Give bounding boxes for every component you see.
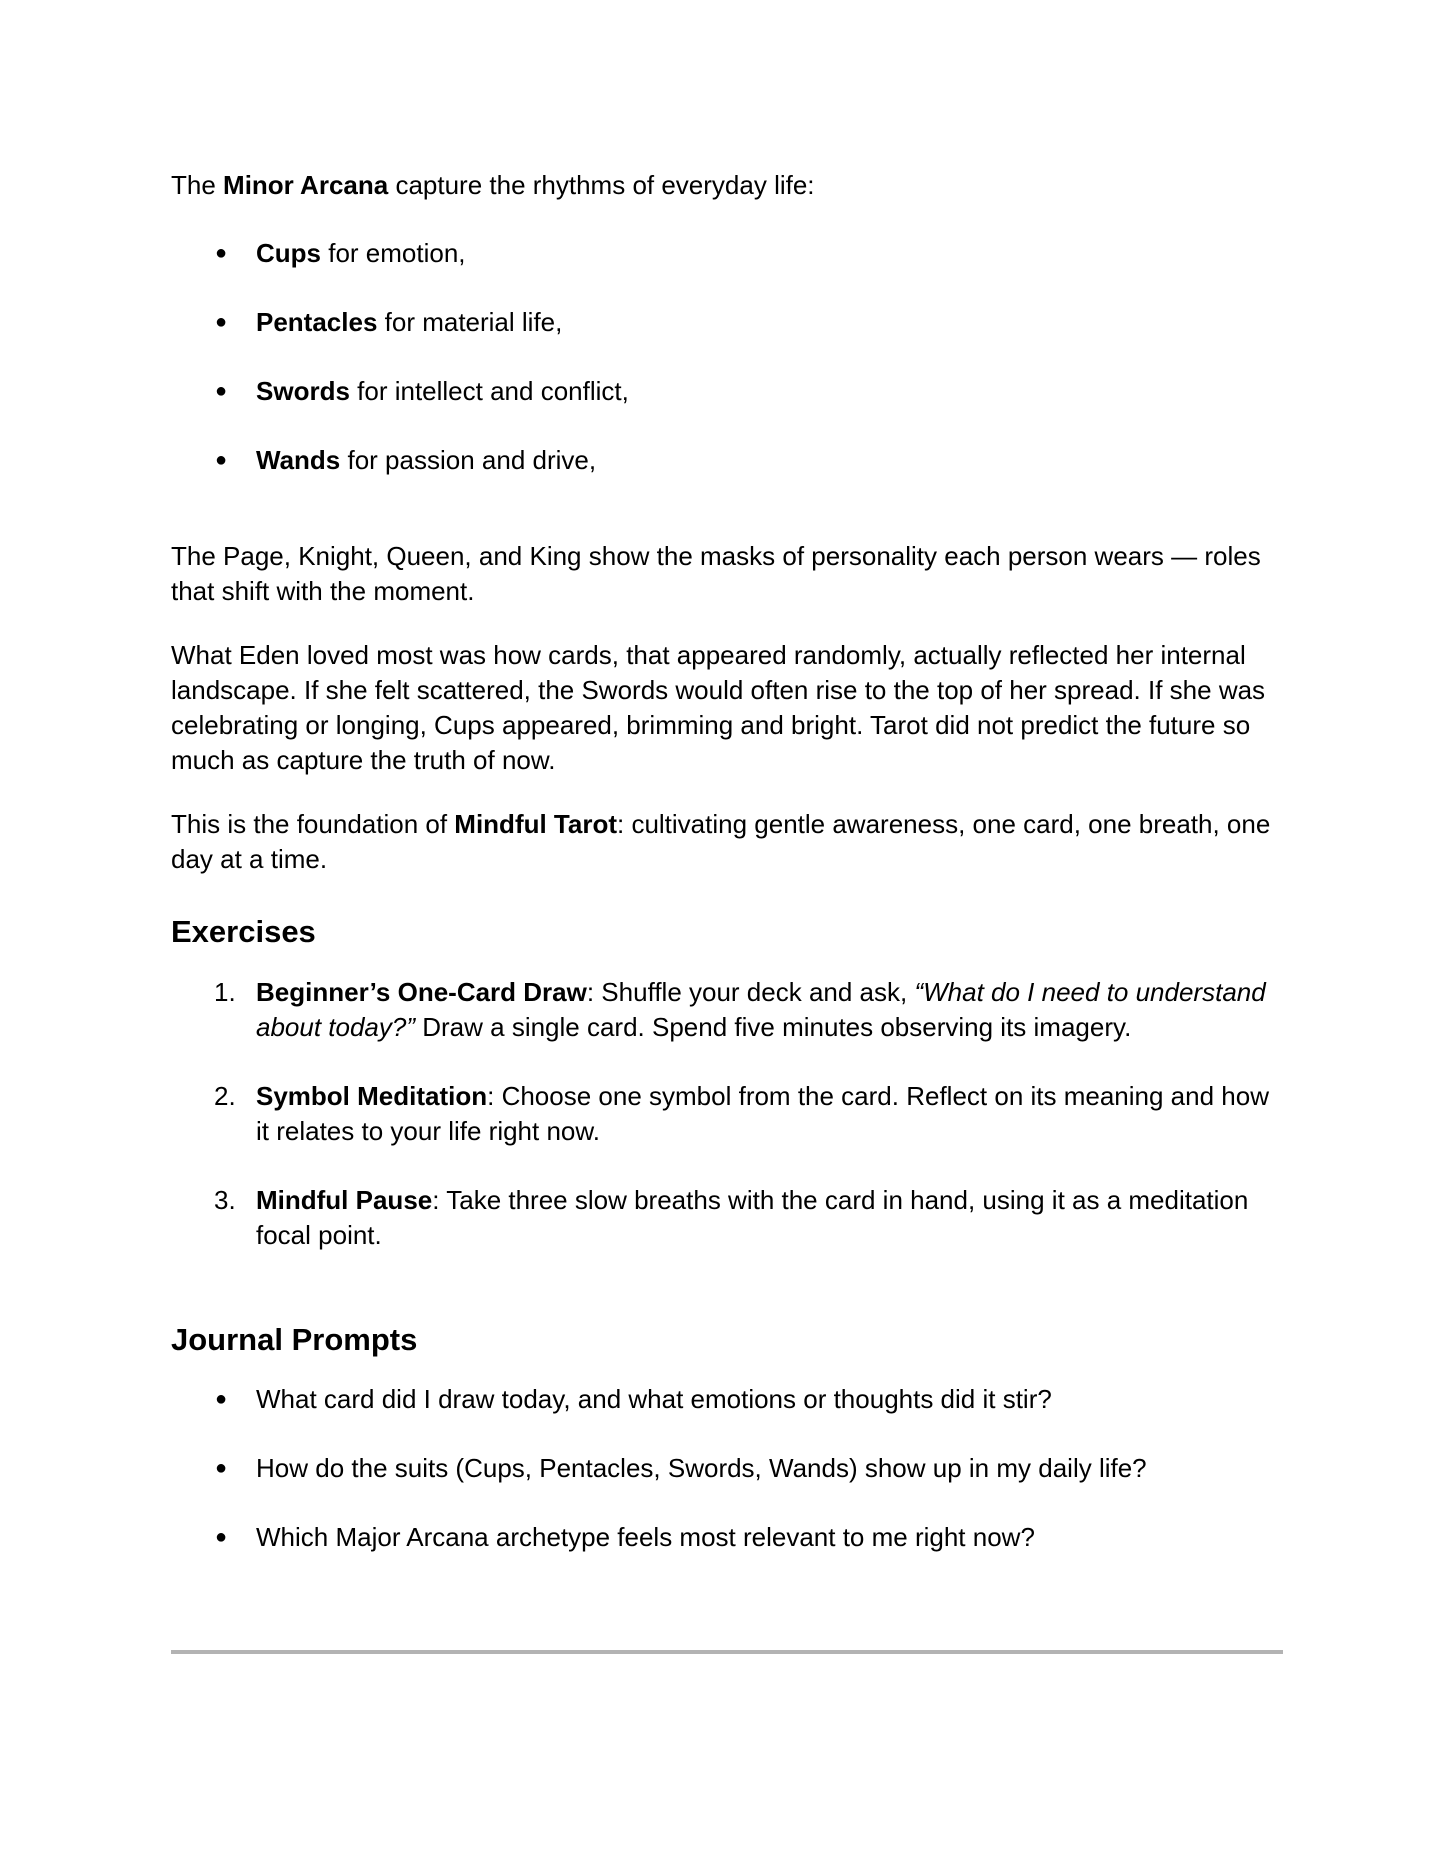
mindful-tarot-term: Mindful Tarot	[454, 809, 617, 839]
journal-prompts-list	[171, 1382, 1283, 1555]
bullet-icon: ●	[215, 1526, 228, 1548]
horizontal-rule	[171, 1650, 1283, 1654]
minor-arcana-intro: The Minor Arcana capture the rhythms of everyday life:	[171, 170, 815, 200]
minor-arcana-term: Minor Arcana	[223, 170, 389, 200]
suit-item-pentacles	[171, 305, 1283, 340]
court-cards-paragraph: The Page, Knight, Queen, and King show the masks of personality each person wears — roles that shift with the moment.	[171, 541, 1261, 606]
bullet-icon: ●	[215, 311, 228, 333]
suit-description: for emotion,	[321, 238, 466, 268]
exercise-quote: “What do I need to understand about today?”	[256, 977, 1266, 1042]
journal-prompt-item	[171, 1382, 1283, 1417]
journal-prompt-text: How do the suits (Cups, Pentacles, Swords, Wands) show up in my daily life?	[256, 1453, 1147, 1483]
suit-name: Pentacles	[256, 307, 378, 337]
suits-list	[171, 236, 1283, 478]
suit-name: Cups	[256, 238, 321, 268]
eden-paragraph: What Eden loved most was how cards, that appeared randomly, actually reflected her internal landscape. If she felt scattered, the Swords would often rise to the top of her spread. If she was celebrating or longing, Cups appeared, brimming and bright. Tarot did not predict the future so much as capture the truth of now.	[171, 640, 1266, 775]
suit-item-wands	[171, 443, 1283, 478]
suit-item-cups	[171, 236, 1283, 271]
bullet-icon: ●	[215, 242, 228, 264]
suit-name: Swords	[256, 376, 350, 406]
exercises-heading: Exercises	[171, 914, 316, 949]
document-page	[171, 168, 1283, 1555]
journal-prompt-text: What card did I draw today, and what emotions or thoughts did it stir?	[256, 1384, 1052, 1414]
bullet-icon: ●	[215, 449, 228, 471]
exercise-item: 1. Beginner’s One-Card Draw: Shuffle your deck and ask, “What do I need to understand about today?” Draw a single card. Spend five minutes observing its imagery.	[214, 977, 1266, 1042]
suit-description: for intellect and conflict,	[349, 376, 629, 406]
suit-description: for material life,	[377, 307, 563, 337]
exercise-number: 1.	[214, 977, 236, 1007]
journal-prompt-item	[171, 1451, 1283, 1486]
bullet-icon: ●	[215, 1388, 228, 1410]
suit-item-swords	[171, 374, 1283, 409]
journal-prompt-item	[171, 1520, 1283, 1555]
journal-prompts-heading: Journal Prompts	[171, 1322, 418, 1357]
exercise-item: 2. Symbol Meditation: Choose one symbol from the card. Reflect on its meaning and how it relates to your life right now.	[214, 1081, 1269, 1146]
exercise-title: Mindful Pause	[256, 1185, 433, 1215]
bullet-icon: ●	[215, 380, 228, 402]
exercises-list	[171, 975, 1283, 1253]
exercise-number: 2.	[214, 1081, 236, 1111]
exercise-title: Beginner’s One-Card Draw	[256, 977, 587, 1007]
exercise-number: 3.	[214, 1185, 236, 1215]
foundation-paragraph: This is the foundation of Mindful Tarot: cultivating gentle awareness, one card, one breath, one day at a time.	[171, 809, 1271, 874]
journal-prompt-text: Which Major Arcana archetype feels most relevant to me right now?	[256, 1522, 1035, 1552]
exercise-title: Symbol Meditation	[256, 1081, 488, 1111]
suit-description: for passion and drive,	[340, 445, 597, 475]
exercise-item: 3. Mindful Pause: Take three slow breaths with the card in hand, using it as a meditation focal point.	[214, 1185, 1249, 1250]
suit-name: Wands	[256, 445, 341, 475]
bullet-icon: ●	[215, 1457, 228, 1479]
